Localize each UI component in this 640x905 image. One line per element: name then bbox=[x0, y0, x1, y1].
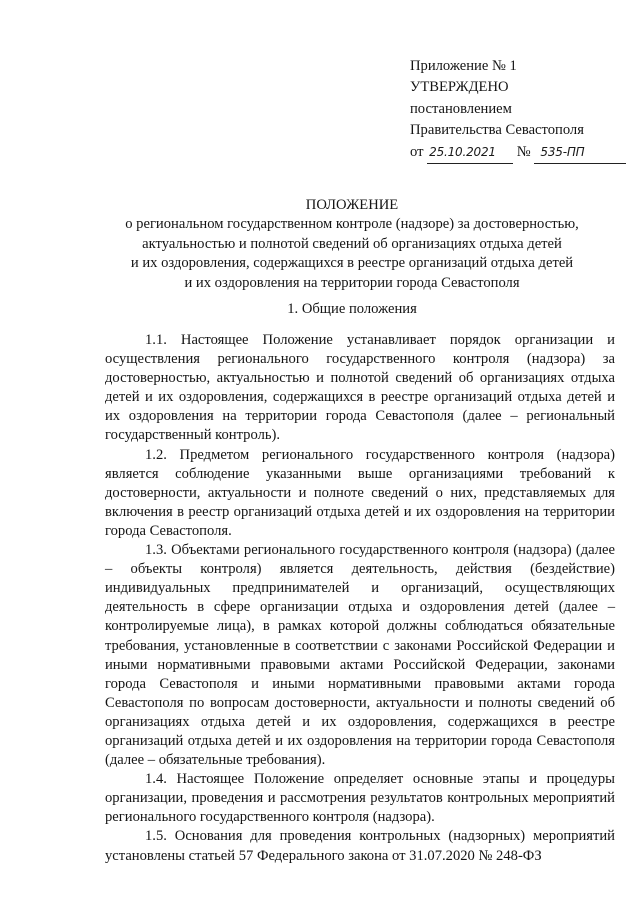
document-title bbox=[96, 196, 608, 293]
decree-number: 535-ПП bbox=[534, 142, 626, 164]
paragraph-1-5: 1.5. Основания для проведения контрольных (надзорных) мероприятий установлены статьей 57 Федерального закона от 31.07.2020 № 248-ФЗ bbox=[105, 828, 615, 864]
decree-date: 25.10.2021 bbox=[427, 142, 513, 164]
date-number-line bbox=[410, 142, 626, 164]
paragraph-1-4: 1.4. Настоящее Положение определяет основные этапы и процедуры организации, проведения и рассмотрения результатов контрольных мероприятий регионального государственного контроля (надзора). bbox=[105, 771, 615, 826]
approved-label: УТВЕРЖДЕНО bbox=[410, 79, 509, 96]
from-label: от bbox=[410, 143, 424, 160]
title-line-2: актуальностью и полнотой сведений об организациях отдыха детей bbox=[142, 235, 562, 252]
paragraph-1-1: 1.1. Настоящее Положение устанавливает порядок организации и осуществления регионального государственного контроля (надзора) за достоверностью, актуальностью и полнотой сведений об организациях отдыха детей и их оздоровления, содержащихся в реестре организаций отдыха детей и их оздоровления на территории города Севастополя (далее – региональный государственный контроль). bbox=[105, 332, 615, 444]
government-label: Правительства Севастополя bbox=[410, 122, 584, 139]
document-body bbox=[105, 331, 615, 866]
paragraph-1-3: 1.3. Объектами регионального государственного контроля (надзора) (далее – объекты контроля) является деятельность, действия (бездействие) индивидуальных предпринимателей и организаций, осуществляющих деятельность в сфере организации отдыха и оздоровления детей (далее – контролируемые лица), в рамках которой должны соблюдаться обязательные требования, установленные в соответствии с законами Российской Федерации и иными нормативными правовыми актами Российской Федерации, законами города Севастополя и иными нормативными правовыми актами города Севастополя по вопросам достоверности, актуальности и полноты сведений об организациях отдыха детей и их оздоровления, содержащихся в реестре организаций отдыха детей и их оздоровления на территории города Севастополя (далее – обязательные требования). bbox=[105, 542, 615, 769]
title-line-1: о региональном государственном контроле (надзоре) за достоверностью, bbox=[125, 216, 579, 233]
appendix-label: Приложение № 1 bbox=[410, 58, 517, 74]
decree-label: постановлением bbox=[410, 100, 512, 117]
number-label: № bbox=[516, 143, 531, 160]
title-line-4: и их оздоровления на территории города Севастополя bbox=[184, 274, 520, 291]
paragraph-1-2: 1.2. Предметом регионального государственного контроля (надзора) является соблюдение указанными выше организациями требований к достоверности, актуальности и полноте сведений о них, представляемых для включения в реестр организаций отдыха детей и их оздоровления на территории города Севастополя. bbox=[105, 446, 615, 539]
title-line-3: и их оздоровления, содержащихся в реестре организаций отдыха детей bbox=[130, 255, 574, 272]
section-heading: 1. Общие положения bbox=[287, 301, 417, 317]
document-heading: ПОЛОЖЕНИЕ bbox=[305, 197, 399, 213]
approval-block bbox=[410, 56, 626, 164]
